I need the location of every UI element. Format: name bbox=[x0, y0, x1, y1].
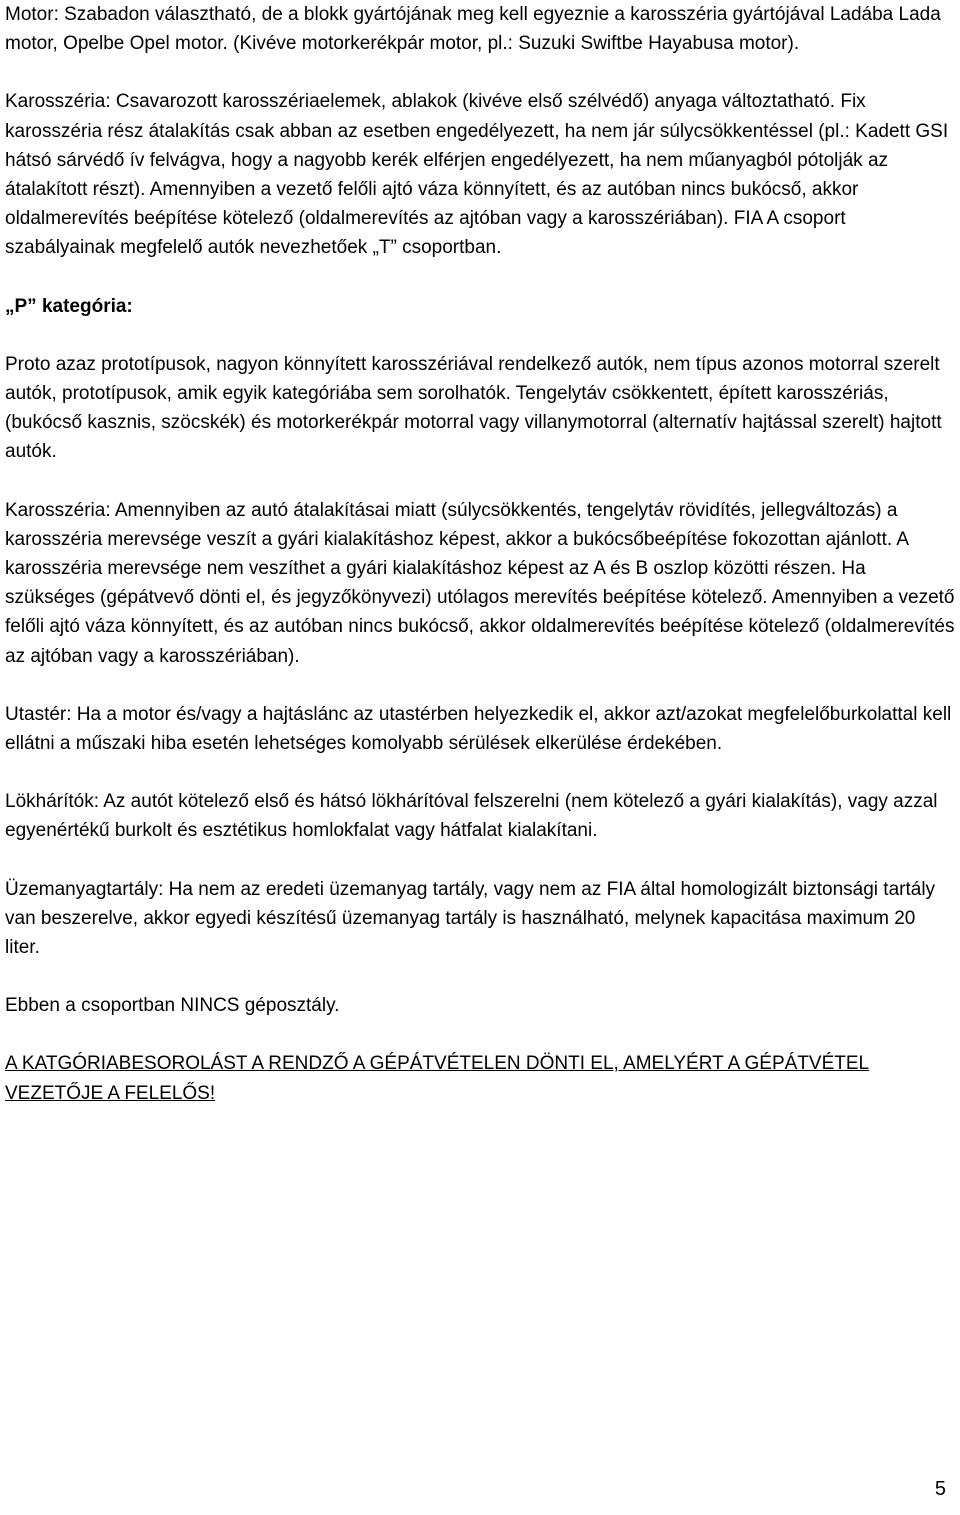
paragraph-utaster: Utastér: Ha a motor és/vagy a hajtáslánc az utastérben helyezkedik el, akkor azt/azokat megfelelőburkolattal kell ellátni a műszaki hiba esetén lehetséges komolyabb sérülések elkerülése érdekében. bbox=[5, 703, 952, 755]
paragraph-karosszeria-t: Karosszéria: Csavarozott karosszériaelemek, ablakok (kivéve első szélvédő) anyaga változtatható. Fix karosszéria rész átalakítás csak abban az esetben engedélyezett, ha nem jár súlycsökkentéssel (pl.: Kadett GSI hátsó sárvédő ív felvágva, hogy a nagyobb kerék elférjen engedélyezett, ha nem műanyagból pótolják az átalakított részt). Amennyiben a vezető felőli ajtó váza könnyített, és az autóban nincs bukócső, akkor oldalmerevítés beépítése kötelező (oldalmerevítés az ajtóban vagy a karosszériában). FIA A csoport szabályainak megfelelő autók nevezhetőek „T” csoportban. bbox=[5, 91, 949, 259]
page-number: 5 bbox=[934, 1478, 946, 1500]
paragraph-karosszeria-p: Karosszéria: Amennyiben az autó átalakításai miatt (súlycsökkentés, tengelytáv rövidítés, jellegváltozás) a karosszéria merevsége veszít a gyári kialakításhoz képest, akkor a bukócsőbeépítése fokozottan ajánlott. A karosszéria merevsége nem veszíthet a gyári kialakításhoz képest az A és B oszlop közötti részen. Ha szükséges (gépátvevő dönti el, és jegyzőkönyvezi) utólagos merevítés beépítése kötelező. Amennyiben a vezető felőli ajtó váza könnyített, és az autóban nincs bukócső, akkor oldalmerevítés beépítése kötelező (oldalmerevítés az ajtóban vagy a karosszériában). bbox=[5, 499, 955, 667]
paragraph-lokharitok: Lökhárítók: Az autót kötelező első és hátsó lökhárítóval felszerelni (nem kötelező a gyári kialakítás), vagy azzal egyenértékű burkolt és esztétikus homlokfalat vagy hátfalat kialakítani. bbox=[5, 791, 938, 842]
paragraph-motor: Motor: Szabadon választható, de a blokk gyártójának meg kell egyeznie a karosszéria gyártójával Ladába Lada motor, Opelbe Opel motor. (Kivéve motorkerékpár motor, pl.: Suzuki Swiftbe Hayabusa motor). bbox=[5, 4, 941, 55]
paragraph-geposztaly: Ebben a csoportban NINCS géposztály. bbox=[5, 995, 340, 1017]
section-heading-p-category: „P” kategória: bbox=[5, 295, 133, 317]
notice-statement: A KATGÓRIABESOROLÁST A RENDZŐ A GÉPÁTVÉTELEN DÖNTI EL, AMELYÉRT A GÉPÁTVÉTEL VEZETŐJE A FELELŐS! bbox=[5, 1053, 870, 1104]
paragraph-proto: Proto azaz prototípusok, nagyon könnyített karosszériával rendelkező autók, nem típus azonos motorral szerelt autók, prototípusok, amik egyik kategóriába sem sorolhatók. Tengelytáv csökkentett, épített karosszériás, (bukócső kasznis, szöcskék) és motorkerékpár motorral vagy villanymotorral (alternatív hajtással szerelt) hajtott autók. bbox=[5, 353, 942, 463]
document-page bbox=[5, 0, 955, 1108]
paragraph-uzemanyagtartaly: Üzemanyagtartály: Ha nem az eredeti üzemanyag tartály, vagy nem az FIA által homologizált biztonsági tartály van beszerelve, akkor egyedi készítésű üzemanyag tartály is használható, melynek kapacitása maximum 20 liter. bbox=[5, 878, 936, 959]
